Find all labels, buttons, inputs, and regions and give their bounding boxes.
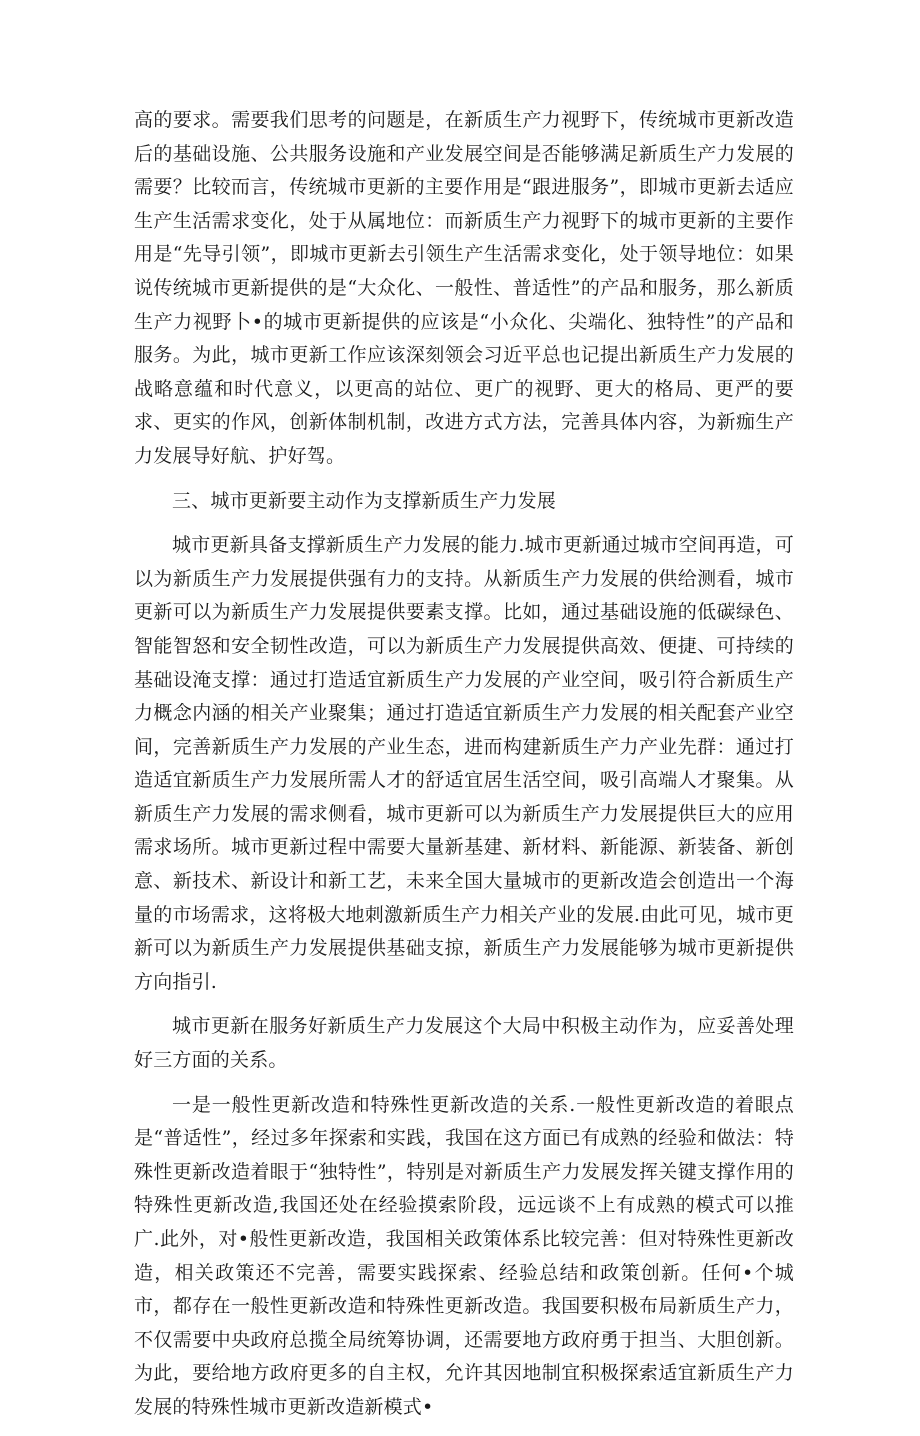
paragraph-3: 城市更新在服务好新质生产力发展这个大局中积极主动作为，应妥善处理好三方面的关系。: [134, 1015, 794, 1072]
paragraph-2: 城市更新具备支撑新质生产力发展的能力.城市更新通过城市空间再造，可以为新质生产力发展提供强有力的支持。从新质生产力发展的供给测看，城市更新可以为新质生产力发展提供要素支撑。比如，通过基础设施的低碳绿色、智能智怒和安全韧性改造，可以为新质生产力发展提供高效、便捷、可持续的基础设淹支撑：通过打造适宜新质生产力发展的产业空间，吸引符合新质生产力概念内涵的相关产业聚集；通过打造适宜新质生产力发展的相关配套产业空间，完善新质生产力发展的产业生态，进而构建新质生产力产业先群：通过打造适宜新质生产力发展所需人才的舒适宜居生活空间，吸引高端人才聚集。从新质生产力发展的需求侧看，城市更新可以为新质生产力发展提供巨大的应用需求场所。城市更新过程中需要大量新基建、新材料、新能源、新装备、新创意、新技术、新设计和新工艺，未来全国大量城市的更新改造会创造出一个海量的市场需求，这将极大地刺激新质生产力相关产业的发展.由此可见，城市更新可以为新质生产力发展提供基础支掠，新质生产力发展能够为城市更新提供方向指引.: [134, 534, 794, 993]
paragraph-4: 一是一般性更新改造和特殊性更新改造的关系.一般性更新改造的着眼点是“普适性”，经过多年探索和实践，我国在这方面已有成熟的经验和做法：特殊性更新改造着眼于“独特性”，特别是对新质生产力发展发挥关键支撑作用的特殊性更新改造,我国还处在经验摸索阶段，远远谈不上有成熟的模式可以推广.此外，对•般性更新改造，我国相关政策体系比较完善：但对特殊性更新改造，相关政策还不完善，需要实践探索、经验总结和政策创新。任何•个城市，都存在一般性更新改造和特殊性更新改造。我国要积极布局新质生产力，不仅需要中央政府总揽全局统筹协调，还需要地方政府勇于担当、大胆创新。为此，要给地方政府更多的自主权，允许其因地制宜积极探索适宜新质生产力发展的特殊性城市更新改造新模式•: [134, 1093, 794, 1418]
document-body: [134, 104, 794, 1436]
paragraph-1: 高的要求。需要我们思考的问题是，在新质生产力视野下，传统城市更新改造后的基础设施、公共服务设施和产业发展空间是否能够满足新质生产力发展的需要？比较而言，传统城市更新的主要作用是“跟进服务”，即城市更新去适应生产生活需求变化，处于从属地位：而新质生产力视野下的城市更新的主要作用是“先导引领”，即城市更新去引领生产生活需求变化，处于领导地位：如果说传统城市更新提供的是“大众化、一般性、普适性”的产品和服务，那么新质生产力视野卜•的城市更新提供的应该是“小众化、尖端化、独特性”的产品和服务。为此，城市更新工作应该深刻领会习近平总也记提出新质生产力发展的战略意蕴和时代意义，以更高的站位、更广的视野、更大的格局、更严的要求、更实的作风，创新体制机制，改进方式方法，完善具体内容，为新痂生产力发展导好航、护好驾。: [134, 109, 794, 467]
section-heading: 三、城市更新要主动作为支撑新质生产力发展: [172, 489, 557, 512]
